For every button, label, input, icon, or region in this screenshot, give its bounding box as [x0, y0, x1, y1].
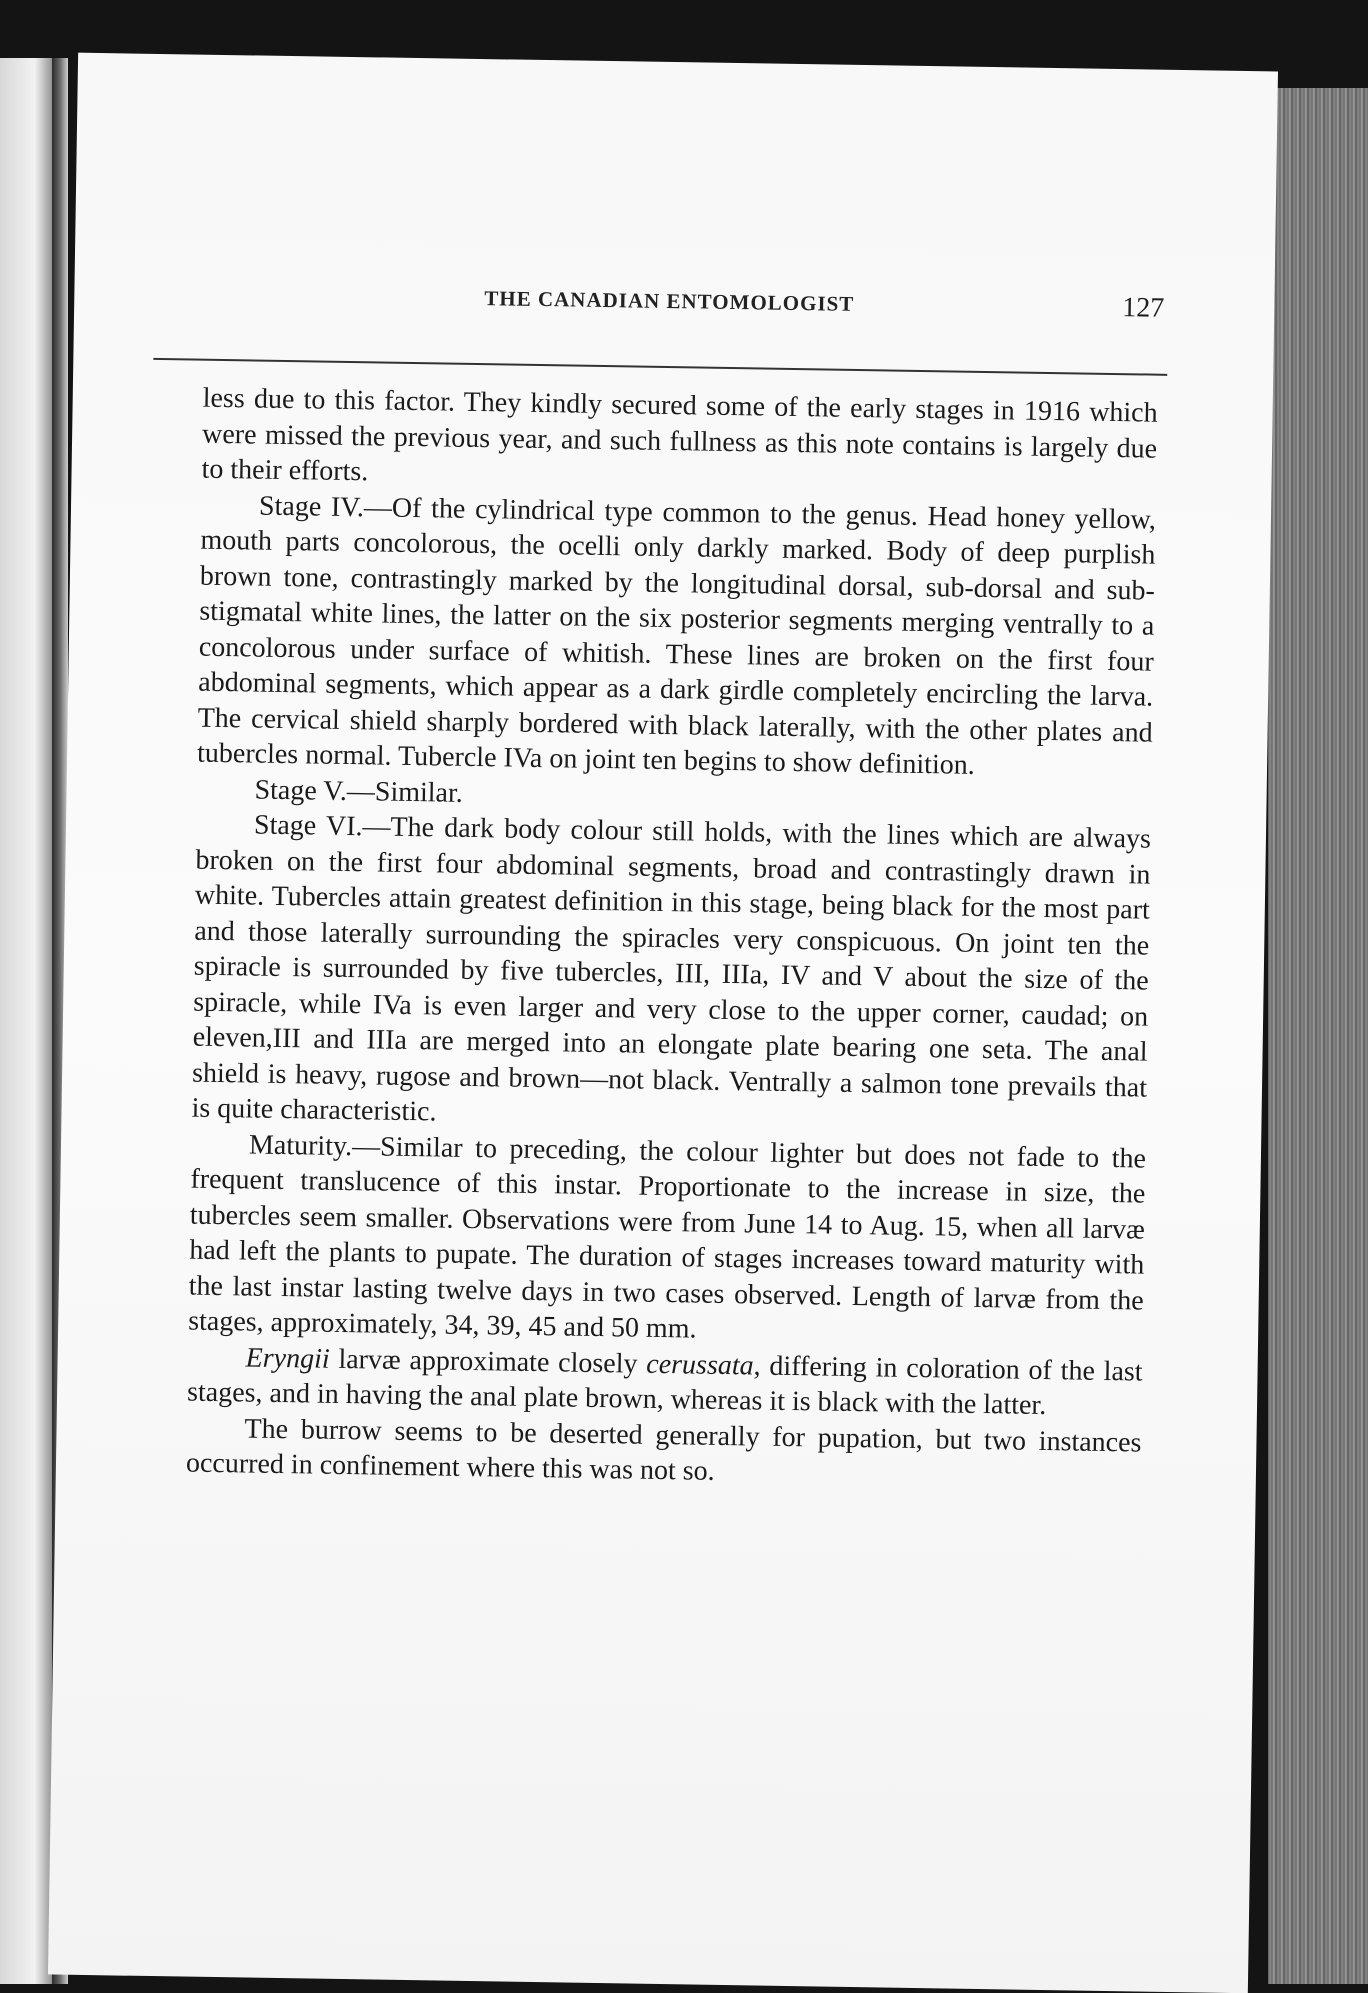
paragraph-stage-iv: Stage IV.—Of the cylindrical type common to the genus. Head honey yellow, mouth parts concolorous, the ocelli only darkly marked. Body of deep purplish brown tone, contrastingly marked by the longitudinal dorsal, sub-dorsal and sub-stigmatal white lines, the latter on the six posterior segments merging ventrally to a concolorous under surface of whitish. These lines are broken on the first four abdominal segments, which appear as a dark girdle completely encircling the larva. The cervical shield sharply bordered with black laterally, with the other plates and tubercles normal. Tubercle IVa on joint ten begins to show definition. [196, 490, 1157, 781]
species-name-eryngii: Eryngii [245, 1341, 330, 1375]
paragraph-maturity: Maturity.—Similar to preceding, the colour lighter but does not fade to the frequent translucence of this instar. Proportionate to the increase in size, the tubercles seem smaller. Observations were from June 14 to Aug. 15, when all larvæ had left the plants to pupate. The duration of stages increases toward maturity with the last instar lasting twelve days in two cases observed. Length of larvæ from the stages, approximately, 34, 39, 45 and 50 mm. [187, 1128, 1147, 1345]
paragraph-stage-vi: Stage VI.—The dark body colour still holds, with the lines which are always broken on the first four abdominal segments, broad and contrastingly drawn in white. Tubercles attain greatest definition in this stage, being black for the most part and those laterally surrounding the spiracles very conspicuous. On joint ten the spiracle is surrounded by five tubercles, III, IIIa, IV and V about the size of the spiracle, while IVa is even larger and very close to the upper corner, caudad; on eleven,III and IIIa are merged into an elongate plate bearing one seta. The anal shield is heavy, rugose and brown—not black. Ventrally a salmon tone prevails that is quite characteristic. [191, 809, 1152, 1128]
eryngii-text-a: larvæ approximate closely [329, 1343, 647, 1380]
running-header [154, 259, 1165, 325]
page-number: 127 [1122, 292, 1165, 324]
header-rule [153, 358, 1167, 376]
species-name-cerussata: cerussata [646, 1348, 754, 1381]
eryngii-text-b: , differing in coloration of the last stages, and in having the anal plate brown, whereas it is black with the latter. [186, 1349, 1143, 1422]
book-page [48, 53, 1278, 1993]
paragraph-burrow: The burrow seems to be deserted generally for pupation, but two instances occurred in confinement where this was not so. [185, 1412, 1142, 1487]
paragraph-stage-v: Stage V.—Similar. [254, 774, 464, 809]
body-text [186, 381, 1158, 1496]
facing-page-edge [0, 58, 58, 1984]
running-title: THE CANADIAN ENTOMOLOGIST [484, 286, 855, 316]
paragraph-continuation: less due to this factor. They kindly secured some of the early stages in 1916 which were missed the previous year, and such fullness as this note contains is largely due to their efforts. [201, 382, 1158, 488]
book-page-edges [1268, 88, 1368, 1984]
